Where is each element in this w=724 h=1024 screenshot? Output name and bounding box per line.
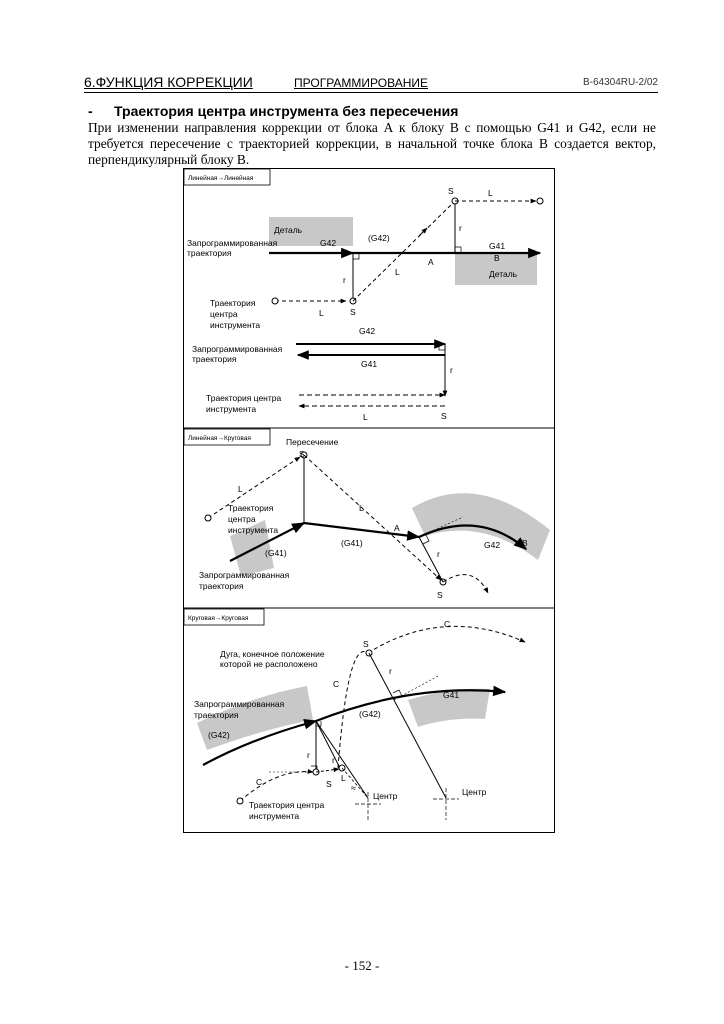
panel-title: Линейная→Круговая	[188, 435, 251, 442]
end-point	[537, 198, 543, 204]
l-label: L	[395, 267, 400, 277]
l-label: L	[359, 503, 364, 513]
point-b-label: B	[522, 538, 528, 548]
c-label: C	[333, 679, 340, 689]
g41-paren-label: (G41)	[341, 538, 363, 548]
center-label: Центр	[462, 787, 487, 797]
heading-text: Траектория центра инструмента без пересечения	[114, 103, 459, 119]
panel-circular-circular	[184, 609, 525, 821]
tool-path-label: инструмента	[228, 525, 279, 535]
tool-path-label: центра	[228, 514, 256, 524]
g41-label: G41	[361, 359, 378, 369]
right-angle-mark	[423, 535, 429, 544]
point-b-label: B	[494, 253, 500, 263]
l-label: L	[363, 412, 368, 422]
radius-line-to-center	[369, 653, 446, 798]
intersection-label: Пересечение	[286, 437, 339, 447]
r-label: r	[307, 750, 310, 760]
arc-note: Дуга, конечное положение	[220, 649, 325, 659]
programmed-path-label: Запрограммированная	[192, 344, 283, 354]
normal-vector	[419, 537, 443, 582]
programmed-path-label: Запрограммированная	[199, 570, 290, 580]
g41-paren-label: (G41)	[265, 548, 287, 558]
programmed-path-label: траектория	[192, 354, 237, 364]
r-label: r	[389, 666, 392, 676]
g42-paren-label: (G42)	[368, 233, 390, 243]
s-label: S	[441, 411, 447, 421]
programmed-path-label: траектория	[199, 581, 244, 591]
l-label: L	[488, 188, 493, 198]
l-label: L	[238, 484, 243, 494]
start-point	[237, 798, 243, 804]
tool-path-diagonal	[353, 201, 455, 301]
radius-line-to-center	[316, 721, 368, 798]
programmed-path-label: Запрограммированная	[187, 238, 278, 248]
tool-path-label: инструмента	[249, 811, 300, 821]
r-label: r	[343, 275, 346, 285]
start-point	[272, 298, 278, 304]
point-a-label: A	[428, 257, 434, 267]
start-point	[205, 515, 211, 521]
detail-label-b: Деталь	[489, 269, 518, 279]
g41-label: G41	[489, 241, 506, 251]
center-label: Центр	[373, 791, 398, 801]
detail-label-a: Деталь	[274, 225, 303, 235]
tool-path-label: Траектория центра	[206, 393, 282, 403]
page-header	[84, 74, 658, 93]
section-label: ПРОГРАММИРОВАНИЕ	[294, 76, 428, 90]
s-label: S	[437, 590, 443, 600]
body-paragraph: При изменении направления коррекции от блока А к блоку В с помощью G41 и G42, если не требуется пересечение с траекторией коррекции, в начальной точке блока В создается вектор, перпендикулярный блоку В.	[88, 120, 656, 167]
g42-paren-label: (G42)	[208, 730, 230, 740]
programmed-path-label: Запрограммированная	[194, 699, 285, 709]
s-label: S	[326, 779, 332, 789]
tool-path-label: центра	[210, 309, 238, 319]
tool-path-arc-start	[240, 772, 313, 801]
tool-path-label: инструмента	[210, 320, 261, 330]
s-label: S	[299, 449, 305, 459]
heading-bullet: -	[88, 103, 93, 119]
g42-label: G42	[359, 326, 376, 336]
s-label: S	[350, 307, 356, 317]
section-heading	[88, 103, 458, 119]
chapter-title: 6.ФУНКЦИЯ КОРРЕКЦИИ	[84, 74, 253, 90]
r-label: r	[459, 223, 462, 233]
tool-path-label: Траектория	[210, 298, 256, 308]
tool-path-label: Траектория центра	[249, 800, 325, 810]
page-number: - 152 -	[344, 958, 380, 973]
approx-mark: ≈	[351, 783, 356, 793]
r-label: r	[437, 549, 440, 559]
c-label: C	[256, 777, 263, 787]
programmed-path-label: траектория	[194, 710, 239, 720]
tool-path-arc	[443, 575, 488, 593]
direction-arrow	[419, 228, 427, 236]
r-label: r	[332, 755, 335, 765]
document-id: B-64304RU-2/02	[582, 77, 658, 88]
panel-title: Линейная→Линейная	[188, 175, 254, 182]
panel-title: Круговая→Круговая	[188, 615, 249, 622]
s-label: S	[363, 639, 369, 649]
compensation-figure	[183, 168, 555, 833]
g42-paren-label: (G42)	[359, 709, 381, 719]
compensation-vector-r	[316, 721, 341, 770]
panel-linear-linear	[184, 169, 543, 422]
g41-label: G41	[443, 690, 460, 700]
point-a-label: A	[394, 523, 400, 533]
tool-path-label: инструмента	[206, 404, 257, 414]
tool-path-label: Траектория	[228, 503, 274, 513]
g42-label: G42	[320, 238, 337, 248]
r-label: r	[450, 365, 453, 375]
l-label: L	[341, 773, 346, 783]
s-label: S	[448, 186, 454, 196]
panel-linear-circular	[184, 429, 550, 600]
programmed-path-label: траектория	[187, 248, 232, 258]
c-label: C	[444, 619, 451, 629]
g42-label: G42	[484, 540, 501, 550]
programmed-path-line	[304, 523, 419, 537]
arc-note: которой не расположено	[220, 659, 318, 669]
right-angle-mark	[393, 690, 402, 696]
tool-arc-outer	[368, 626, 525, 653]
l-label: L	[319, 308, 324, 318]
